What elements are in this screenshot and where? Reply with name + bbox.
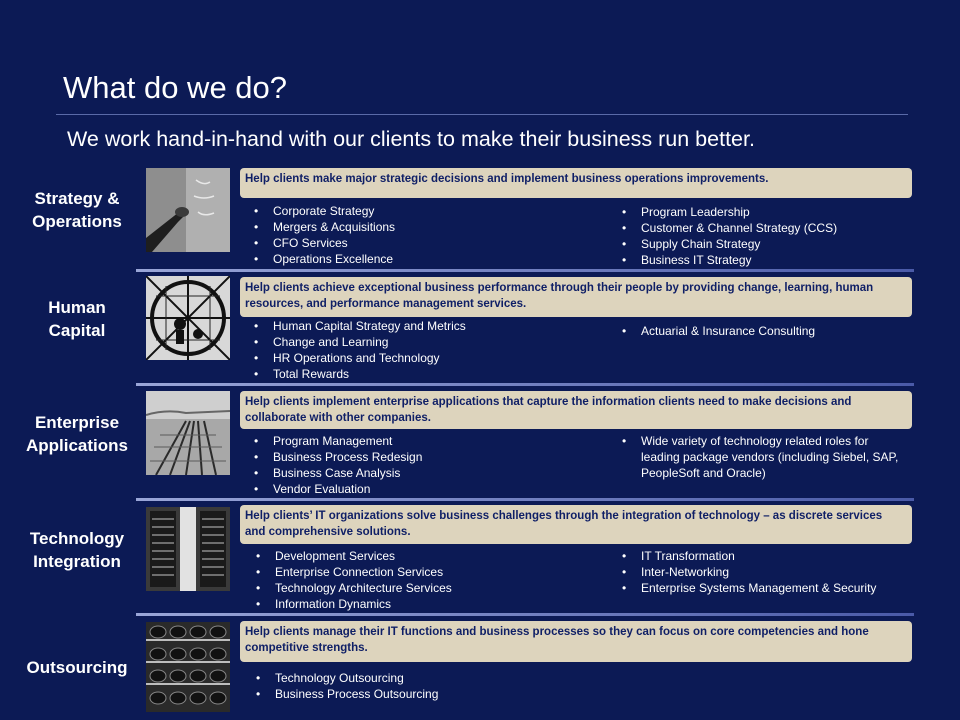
section-description: Help clients achieve exceptional business performance through their people by providing change, learning, human resources, and performance management services. <box>240 277 912 317</box>
left-bullet-list <box>252 670 438 702</box>
left-bullet-list <box>252 548 452 612</box>
list-item: • Customer & Channel Strategy (CCS) <box>618 220 837 236</box>
rail-tracks-photo-icon <box>146 391 230 475</box>
section-description: Help clients manage their IT functions and business processes so they can focus on core competencies and hone competitive strengths. <box>240 621 912 662</box>
list-item: • Program Management <box>250 433 422 449</box>
list-item: • Wide variety of technology related roles for leading package vendors (including Siebel, SAP, PeopleSoft and Oracle) <box>618 433 900 481</box>
parts-bins-photo-icon <box>146 622 230 712</box>
section-label: Human Capital <box>48 298 106 340</box>
list-item: • Actuarial & Insurance Consulting <box>618 323 815 339</box>
section-label: Enterprise Applications <box>25 413 128 455</box>
list-item: • Development Services <box>252 548 452 564</box>
left-bullet-list <box>250 433 422 497</box>
list-item: • Corporate Strategy <box>250 203 395 219</box>
list-item: • Operations Excellence <box>250 251 395 267</box>
list-item: • Technology Outsourcing <box>252 670 438 686</box>
section-label: Outsourcing <box>26 658 128 677</box>
list-item: • Total Rewards <box>250 366 466 382</box>
list-item: • Business IT Strategy <box>618 252 837 268</box>
right-bullet-list <box>618 433 900 481</box>
section-description: Help clients implement enterprise applications that capture the information clients need to make decisions and collaborate with other companies. <box>240 391 912 429</box>
section-description: Help clients make major strategic decisions and implement business operations improvements. <box>240 168 912 198</box>
section-label: Technology Integration <box>29 529 125 571</box>
list-item: • Vendor Evaluation <box>250 481 422 497</box>
list-item: • Business Case Analysis <box>250 465 422 481</box>
left-bullet-list <box>250 318 466 382</box>
list-item: • Mergers & Acquisitions <box>250 219 395 235</box>
right-bullet-list <box>618 548 876 596</box>
section-divider <box>136 613 914 616</box>
list-item: • Business Process Outsourcing <box>252 686 438 702</box>
list-item: • Human Capital Strategy and Metrics <box>250 318 466 334</box>
list-item: • Enterprise Connection Services <box>252 564 452 580</box>
list-item: • Supply Chain Strategy <box>618 236 837 252</box>
climbing-net-photo-icon <box>146 276 230 360</box>
list-item: • HR Operations and Technology <box>250 350 466 366</box>
section-divider <box>136 269 914 272</box>
chalkboard-photo-icon <box>146 168 230 252</box>
list-item: • Information Dynamics <box>252 596 452 612</box>
section-label: Strategy & Operations <box>32 189 122 231</box>
list-item: • Program Leadership <box>618 204 837 220</box>
page-subtitle: We work hand-in-hand with our clients to make their business run better. <box>67 127 755 151</box>
list-item: • Change and Learning <box>250 334 466 350</box>
section-divider <box>136 498 914 501</box>
page-title: What do we do? <box>63 70 288 105</box>
list-item: • CFO Services <box>250 235 395 251</box>
list-item: • Enterprise Systems Management & Security <box>618 580 876 596</box>
title-divider <box>56 114 908 115</box>
list-item: • Business Process Redesign <box>250 449 422 465</box>
section-divider <box>136 383 914 386</box>
list-item: • IT Transformation <box>618 548 876 564</box>
right-bullet-list <box>618 323 815 339</box>
list-item: • Inter-Networking <box>618 564 876 580</box>
list-item: • Technology Architecture Services <box>252 580 452 596</box>
right-bullet-list <box>618 204 837 268</box>
left-bullet-list <box>250 203 395 267</box>
server-racks-photo-icon <box>146 507 230 591</box>
section-description: Help clients’ IT organizations solve business challenges through the integration of technology – as discrete services and comprehensive solutions. <box>240 505 912 544</box>
